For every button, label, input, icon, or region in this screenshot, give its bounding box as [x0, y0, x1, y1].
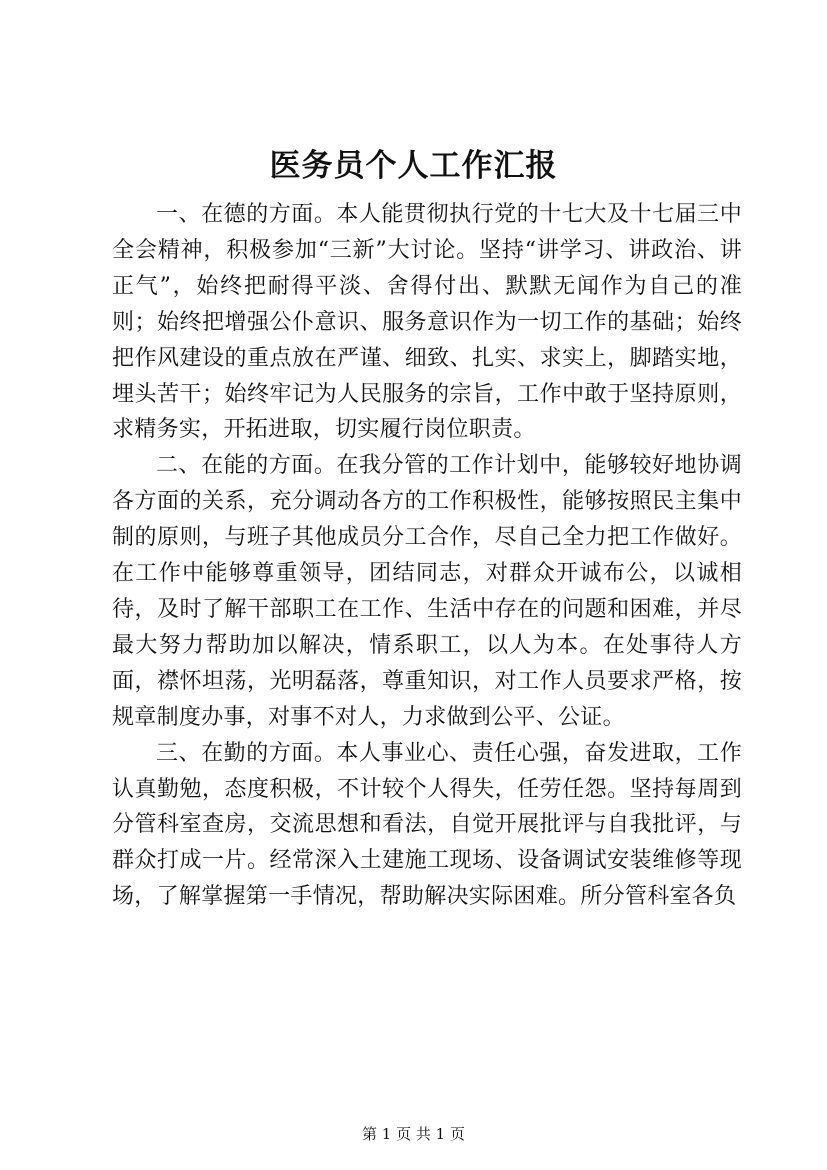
page-footer: 第 1 页 共 1 页	[362, 1125, 465, 1143]
document-body	[112, 197, 742, 915]
paragraph-ability: 二、在能的方面。在我分管的工作计划中，能够较好地协调各方面的关系，充分调动各方的工作积极性，能够按照民主集中制的原则，与班子其他成员分工合作，尽自己全力把工作做好。在工作中能够尊重领导，团结同志，对群众开诚布公，以诚相待，及时了解干部职工在工作、生活中存在的问题和困难，并尽最大努力帮助加以解决，情系职工，以人为本。在处事待人方面，襟怀坦荡，光明磊落，尊重知识，对工作人员要求严格，按规章制度办事，对事不对人，力求做到公平、公证。	[112, 453, 742, 730]
paragraph-diligence: 三、在勤的方面。本人事业心、责任心强，奋发进取，工作认真勤勉，态度积极，不计较个人得失，任劳任怨。坚持每周到分管科室查房，交流思想和看法，自觉开展批评与自我批评，与群众打成一片。经常深入土建施工现场、设备调试安装维修等现场，了解掌握第一手情况，帮助解决实际困难。所分管科室各负	[112, 740, 742, 910]
paragraph-virtue: 一、在德的方面。本人能贯彻执行党的十七大及十七届三中全会精神，积极参加“三新”大讨论。坚持“讲学习、讲政治、讲正气”，始终把耐得平淡、舍得付出、默默无闻作为自己的准则；始终把增强公仆意识、服务意识作为一切工作的基础；始终把作风建设的重点放在严谨、细致、扎实、求实上，脚踏实地，埋头苦干；始终牢记为人民服务的宗旨，工作中敢于坚持原则，求精务实，开拓进取，切实履行岗位职责。	[112, 202, 742, 443]
document-title: 医务员个人工作汇报	[269, 148, 558, 184]
